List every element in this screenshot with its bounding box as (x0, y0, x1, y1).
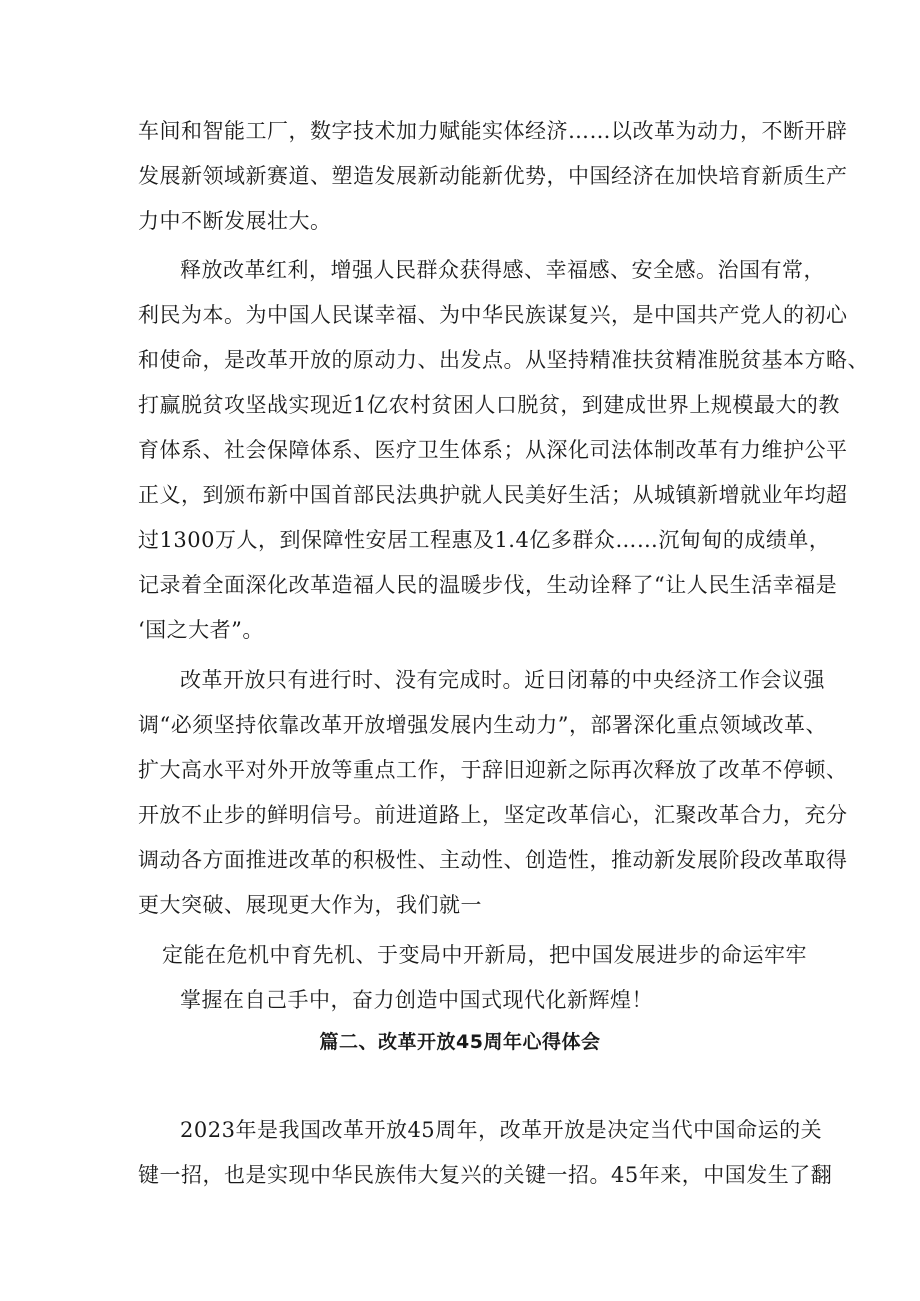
text-line: 释放改革红利，增强人民群众获得感、幸福感、安全感。治国有常， (180, 258, 825, 282)
text-line: 键一招，也是实现中华民族伟大复兴的关键一招。45年来，中国发生了翻 (138, 1163, 833, 1187)
text-line: 更大突破、展现更大作为，我们就一 (138, 893, 482, 917)
text-line: 调动各方面推进改革的积极性、主动性、创造性，推动新发展阶段改革取得 (138, 848, 848, 872)
text-line: 力中不断发展壮大。 (138, 209, 332, 233)
text-line: 正义，到颁布新中国首部民法典护就人民美好生活；从城镇新增就业年均超 (138, 483, 848, 507)
text-line: 2023年是我国改革开放45周年，改革开放是决定当代中国命运的关 (180, 1118, 823, 1142)
text-line: 过1300万人，到保障性安居工程惠及1.4亿多群众……沉甸甸的成绩单， (138, 528, 831, 552)
text-line: 掌握在自己手中，奋力创造中国式现代化新辉煌！ (180, 988, 653, 1012)
text-line: 车间和智能工厂，数字技术加力赋能实体经济……以改革为动力，不断开辟 (138, 119, 848, 143)
text-line: 定能在危机中育先机、于变局中开新局，把中国发展进步的命运牢牢 (162, 943, 807, 967)
text-line: 调“必须坚持依靠改革开放增强发展内生动力”，部署深化重点领域改革、 (138, 713, 827, 737)
text-line: 打赢脱贫攻坚战实现近1亿农村贫困人口脱贫，到建成世界上规模最大的教 (138, 393, 840, 417)
text-line: 发展新领域新赛道、塑造发展新动能新优势，中国经济在加快培育新质生产 (138, 164, 848, 188)
text-line: 和使命，是改革开放的原动力、出发点。从坚持精准扶贫精准脱贫基本方略、 (138, 348, 869, 372)
text-line: 开放不止步的鲜明信号。前进道路上，坚定改革信心，汇聚改革合力，充分 (138, 803, 848, 827)
text-line: 改革开放只有进行时、没有完成时。近日闭幕的中央经济工作会议强 (180, 668, 825, 692)
text-line: ‘国之大者”。 (138, 618, 264, 642)
section-heading: 篇二、改革开放45周年心得体会 (319, 1031, 601, 1053)
text-line: 记录着全面深化改革造福人民的温暖步伐，生动诠释了“让人民生活幸福是 (138, 573, 838, 597)
text-line: 育体系、社会保障体系、医疗卫生体系；从深化司法体制改革有力维护公平 (138, 438, 848, 462)
text-line: 利民为本。为中国人民谋幸福、为中华民族谋复兴，是中国共产党人的初心 (138, 303, 848, 327)
text-line: 扩大高水平对外开放等重点工作，于辞旧迎新之际再次释放了改革不停顿、 (138, 758, 848, 782)
